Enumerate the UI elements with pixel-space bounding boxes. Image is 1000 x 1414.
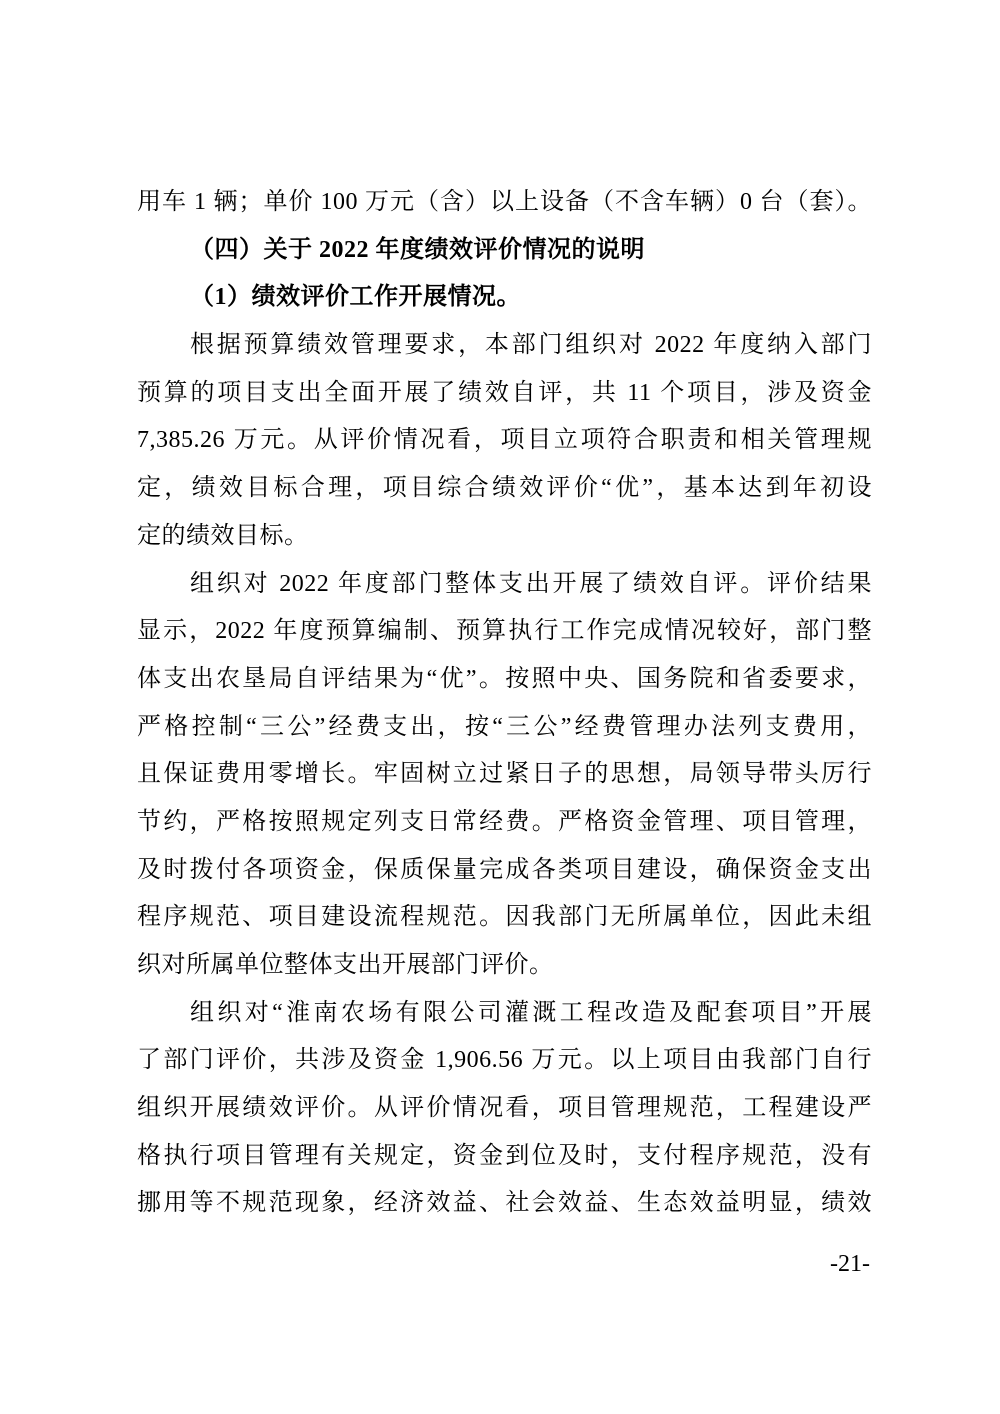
body-line: 预算的项目支出全面开展了绩效自评，共 11 个项目，涉及资金 xyxy=(137,379,872,406)
body-line: 挪用等不规范现象，经济效益、社会效益、生态效益明显，绩效 xyxy=(137,1190,872,1217)
document-body xyxy=(137,179,872,1228)
body-line: 组织对 2022 年度部门整体支出开展了绩效自评。评价结果 xyxy=(190,570,872,597)
body-line: 定的绩效目标。 xyxy=(137,522,309,549)
subsection-heading: （1）绩效评价工作开展情况。 xyxy=(190,284,521,311)
body-line: 节约，严格按照规定列支日常经费。严格资金管理、项目管理， xyxy=(137,808,872,835)
body-line: 7,385.26 万元。从评价情况看，项目立项符合职责和相关管理规 xyxy=(137,427,872,454)
body-line: 了部门评价，共涉及资金 1,906.56 万元。以上项目由我部门自行 xyxy=(137,1047,872,1074)
body-line: 及时拨付各项资金，保质保量完成各类项目建设，确保资金支出 xyxy=(137,856,872,883)
body-line: 组织开展绩效评价。从评价情况看，项目管理规范，工程建设严 xyxy=(137,1095,872,1122)
body-line: 用车 1 辆；单价 100 万元（含）以上设备（不含车辆）0 台（套）。 xyxy=(137,189,872,215)
body-line: 程序规范、项目建设流程规范。因我部门无所属单位，因此未组 xyxy=(137,904,872,931)
body-line: 体支出农垦局自评结果为“优”。按照中央、国务院和省委要求， xyxy=(137,665,872,692)
body-line: 定，绩效目标合理，项目综合绩效评价“优”，基本达到年初设 xyxy=(137,475,872,502)
body-line: 组织对“淮南农场有限公司灌溉工程改造及配套项目”开展 xyxy=(190,999,872,1026)
body-line: 根据预算绩效管理要求，本部门组织对 2022 年度纳入部门 xyxy=(190,332,872,359)
body-line: 格执行项目管理有关规定，资金到位及时，支付程序规范，没有 xyxy=(137,1142,872,1169)
section-heading: （四）关于 2022 年度绩效评价情况的说明 xyxy=(190,236,645,263)
body-line: 且保证费用零增长。牢固树立过紧日子的思想，局领导带头厉行 xyxy=(137,761,872,788)
body-line: 严格控制“三公”经费支出，按“三公”经费管理办法列支费用， xyxy=(137,713,872,740)
body-line: 显示，2022 年度预算编制、预算执行工作完成情况较好，部门整 xyxy=(137,618,872,645)
body-line: 织对所属单位整体支出开展部门评价。 xyxy=(137,952,554,978)
page-number: -21- xyxy=(830,1251,870,1277)
